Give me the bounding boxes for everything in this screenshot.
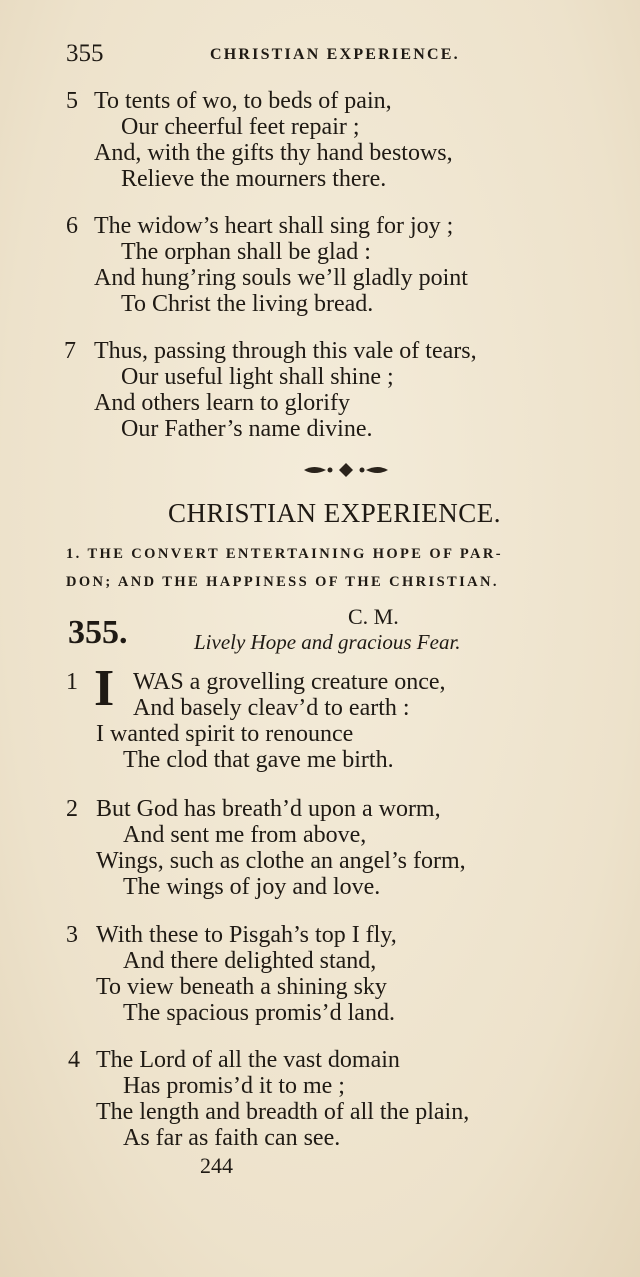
verse-line: And others learn to glorify [94,390,350,416]
verse-line: Has promis’d it to me ; [123,1073,345,1099]
page-number: 355 [66,40,104,67]
section-subtitle: DON; AND THE HAPPINESS OF THE CHRISTIAN. [66,574,499,590]
verse-line: Thus, passing through this vale of tears, [94,338,477,364]
verse-number: 6 [66,213,78,239]
verse-line: WAS a grovelling creature once, [133,669,446,695]
verse-line: To view beneath a shining sky [96,974,387,1000]
verse-line: And basely cleav’d to earth : [133,695,410,721]
hymn-number: 355. [68,614,128,651]
verse-line: But God has breath’d upon a worm, [96,796,441,822]
verse-line: Our cheerful feet repair ; [121,114,360,140]
verse-line: The Lord of all the vast domain [96,1047,400,1073]
verse-line: I wanted spirit to renounce [96,721,354,747]
verse-line: Our useful light shall shine ; [121,364,394,390]
verse-line: And there delighted stand, [123,948,377,974]
verse-line: To Christ the living bread. [121,291,374,317]
verse-number: 3 [66,922,78,948]
verse-line: The widow’s heart shall sing for joy ; [94,213,454,239]
section-title: CHRISTIAN EXPERIENCE. [168,498,501,528]
verse-number: 2 [66,796,78,822]
folio-number: 244 [200,1153,233,1178]
verse-line: With these to Pisgah’s top I fly, [96,922,397,948]
verse-line: And hung’ring souls we’ll gladly point [94,265,468,291]
ornament-divider-icon [300,462,392,478]
verse-line: To tents of wo, to beds of pain, [94,88,392,114]
verse-line: The wings of joy and love. [123,874,381,900]
verse-number: 4 [68,1047,80,1073]
verse-number: 5 [66,88,78,114]
verse-line: The spacious promis’d land. [123,1000,395,1026]
verse-line: The clod that gave me birth. [123,747,394,773]
verse-line: The orphan shall be glad : [121,239,371,265]
verse-number: 7 [64,338,76,364]
hymn-meter: C. M. [348,604,399,629]
running-title: CHRISTIAN EXPERIENCE. [210,46,460,63]
verse-line: Wings, such as clothe an angel’s form, [96,848,466,874]
verse-line: Our Father’s name divine. [121,416,373,442]
hymn-title: Lively Hope and gracious Fear. [194,630,461,654]
verse-line: And, with the gifts thy hand bestows, [94,140,453,166]
verse-number: 1 [66,669,78,695]
verse-line: And sent me from above, [123,822,367,848]
verse-line: The length and breadth of all the plain, [96,1099,470,1125]
verse-line: As far as faith can see. [123,1125,341,1151]
verse-line: Relieve the mourners there. [121,166,387,192]
section-subtitle: 1. THE CONVERT ENTERTAINING HOPE OF PAR- [66,546,503,562]
drop-cap: I [94,660,115,717]
